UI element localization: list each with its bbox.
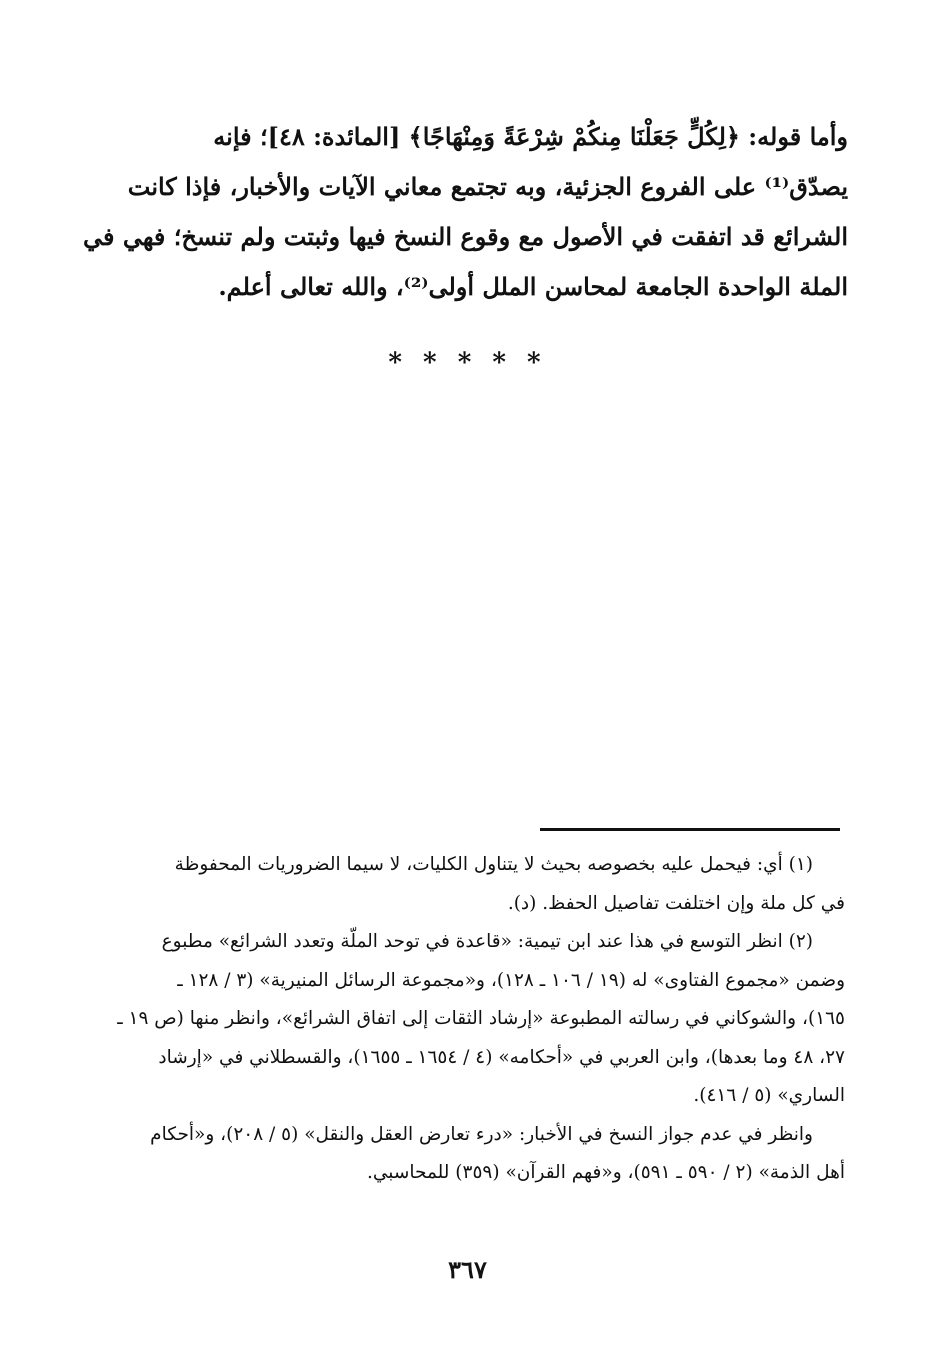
footnote-2-line-7: أهل الذمة» (٢ / ٥٩٠ ـ ٥٩١)، و«فهم القرآن» (٣٥٩) للمحاسبي. (367, 1162, 845, 1183)
footnote-2-line-1: (٢) انظر التوسع في هذا عند ابن تيمية: «قاعدة في توحد الملّة وتعدد الشرائع» مطبوع (161, 931, 813, 952)
footnote-2-line-6: وانظر في عدم جواز النسخ في الأخبار: «درء تعارض العقل والنقل» (٥ / ٢٠٨)، و«أحكام (150, 1123, 813, 1145)
section-separator: * * * * * (388, 348, 547, 378)
footnote-2-line-4: ٢٧، ٤٨ وما بعدها)، وابن العربي في «أحكامه» (٤ / ١٦٥٤ ـ ١٦٥٥)، والقسطلاني في «إرشاد (158, 1046, 845, 1068)
page-number: ٣٦٧ (448, 1255, 487, 1284)
main-paragraph (83, 112, 848, 312)
footnote-1-line-1: (١) أي: فيحمل عليه بخصوصه بحيث لا يتناول الكليات، لا سيما الضروريات المحفوظة (174, 854, 813, 875)
footnotes (110, 846, 845, 1193)
footnote-2-line-5: الساري» (٥ / ٤١٦). (693, 1085, 845, 1106)
main-line-2: يصدّق⁽¹⁾ على الفروع الجزئية، وبه تجتمع معاني الآيات والأخبار، فإذا كانت (127, 172, 848, 201)
main-line-1: وأما قوله: ﴿لِكُلٍّ جَعَلْنَا مِنكُمْ شِرْعَةً وَمِنْهَاجًا﴾ [المائدة: ٤٨]؛ فإنه (213, 122, 848, 151)
footnote-2-line-2: وضمن «مجموع الفتاوى» له (١٩ / ١٠٦ ـ ١٢٨)، و«مجموعة الرسائل المنيرية» (٣ / ١٢٨ ـ (177, 969, 845, 991)
footnote-divider (540, 828, 840, 831)
main-line-4: الملة الواحدة الجامعة لمحاسن الملل أولى⁽²⁾، والله تعالى أعلم. (218, 272, 848, 301)
main-line-3: الشرائع قد اتفقت في الأصول مع وقوع النسخ فيها وثبتت ولم تنسخ؛ فهي في (83, 222, 848, 251)
footnote-1-line-2: في كل ملة وإن اختلفت تفاصيل الحفظ. (د). (507, 892, 845, 914)
footnote-2-line-3: ١٦٥)، والشوكاني في رسالته المطبوعة «إرشاد الثقات إلى اتفاق الشرائع»، وانظر منها (ص ١٩ ـ (117, 1008, 845, 1029)
